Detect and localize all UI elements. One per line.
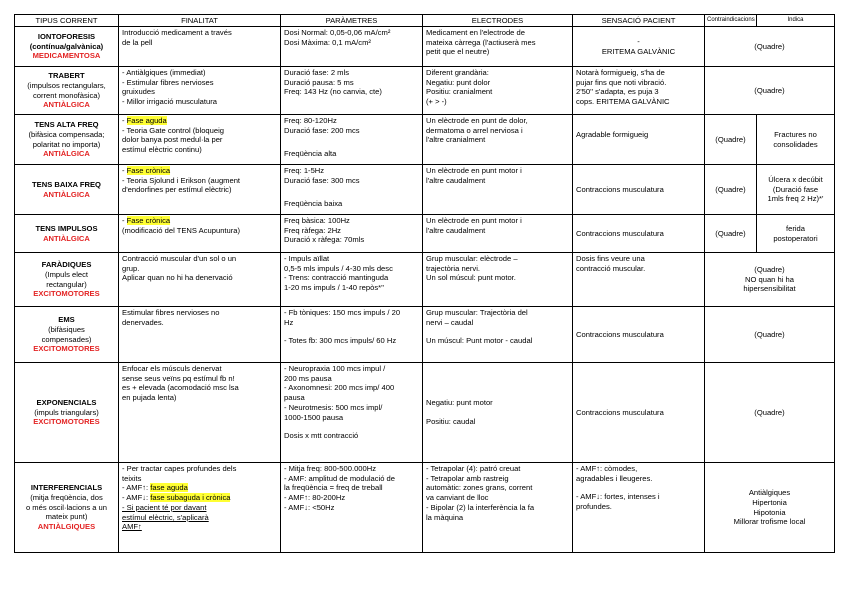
cell-sensacio: - ERITEMA GALVÀNIC — [573, 27, 705, 67]
table-row-tens-alta — [15, 115, 835, 165]
highlight-phase: fase subaguda i crònica — [150, 493, 231, 503]
cell-parametres: Duració fase: 2 mls Duració pausa: 5 ms Freq: 143 Hz (no canvia, cte) — [281, 67, 423, 115]
cell-parametres: Freq: 80-120Hz Duració fase: 200 mcs Freqüència alta — [281, 115, 423, 165]
cell-tipus: IONTOFORESIS (contínua/galvànica) MEDICAMENTOSA — [15, 27, 119, 67]
cell-tipus: TRABERT (impulsos rectangulars, corrent monofàsica) ANTIÀLGICA — [15, 67, 119, 115]
cell-finalitat: - Antiàlgiques (immediat) - Estimular fibres nervioses gruixudes - Millor irrigació musculatura — [119, 67, 281, 115]
cell-electrodes: Diferent grandària: Negatiu: punt dolor Positiu: cranialment (+ > -) — [423, 67, 573, 115]
highlight-phase: Fase aguda — [126, 116, 167, 125]
header-row — [15, 15, 835, 27]
header-tipus: TIPUS CORRENT — [15, 15, 119, 27]
table-row-ems — [15, 307, 835, 363]
treatment-table-sheet — [14, 14, 834, 553]
cell-parametres: - Neuropraxia 100 mcs impul / 200 ms pausa - Axonomnesi: 200 mcs imp/ 400 pausa - Neurotmesis: 500 mcs impl/ 1000-1500 pausa Dosis x mtt contracció — [281, 363, 423, 463]
cell-tipus: FARÀDIQUES (Impuls elect rectangular) EXCITOMOTORES — [15, 253, 119, 307]
cell-finalitat: Contracció muscular d'un sol o un grup. Aplicar quan no hi ha denervació — [119, 253, 281, 307]
cell-electrodes: Un elèctrode en punt de dolor, dermatoma o arrel nerviosa i l'altre cranialment — [423, 115, 573, 165]
cell-finalitat: - Fase aguda - Teoria Gate control (bloqueig dolor banya post medul·la per estímul elèctric continu) — [119, 115, 281, 165]
table-row-iontoforesis — [15, 27, 835, 67]
header-finalitat: FINALITAT — [119, 15, 281, 27]
cell-electrodes: Un elèctrode en punt motor i l'altre caudalment — [423, 215, 573, 253]
cell-sensacio: Agradable formigueig — [573, 115, 705, 165]
cell-finalitat: Enfocar els músculs denervat sense seus veïns pq estímul fb n! es + elevada (acomodació msc lsa en pujada lenta) — [119, 363, 281, 463]
cell-indica: Úlcera x decúbit (Duració fase 1mls freq 2 Hz)*' — [757, 165, 835, 215]
cell-indica: Fractures no consolidades — [757, 115, 835, 165]
cell-finalitat: Estimular fibres nervioses no denervades. — [119, 307, 281, 363]
category-tag: EXCITOMOTORES — [33, 344, 100, 354]
cell-finalitat: - Fase crònica - Teoria Sjolund i Erikson (augment d'endorfines per estímul elèctric) — [119, 165, 281, 215]
cell-electrodes: Un elèctrode en punt motor i l'altre caudalment — [423, 165, 573, 215]
table-row-interferencials — [15, 463, 835, 553]
cell-tipus: TENS ALTA FREQ (bifàsica compensada; polaritat no importa) ANTIÀLGICA — [15, 115, 119, 165]
category-tag: ANTIÀLGIQUES — [37, 522, 96, 532]
cell-tipus: INTERFERENCIALS (mitja freqüència, dos o més oscil·lacions a un mateix punt) ANTIÀLGIQUES — [15, 463, 119, 553]
cell-contraindicacions: Antiàlgiques Hipertonia Hipotonia Millorar trofisme local — [705, 463, 835, 553]
cell-contraindicacions: (Quadre) — [705, 27, 835, 67]
cell-electrodes: - Tetrapolar (4): patró creuat - Tetrapolar amb rastreig automàtic: zones grans, corrent va canviant de lloc - Bipolar (2) la interferència la fa la màquina — [423, 463, 573, 553]
table-row-exponencials — [15, 363, 835, 463]
cell-sensacio: Dosis fins veure una contracció muscular. — [573, 253, 705, 307]
header-contraindicacions: Contraindicacions — [705, 15, 757, 27]
header-electrodes: ELECTRODES — [423, 15, 573, 27]
cell-sensacio: Contraccions musculatura — [573, 215, 705, 253]
cell-electrodes: Grup muscular: elèctrode – trajectòria nervi. Un sol múscul: punt motor. — [423, 253, 573, 307]
electrotherapy-table — [14, 14, 835, 553]
highlight-phase: Fase crònica — [126, 216, 171, 225]
table-row-tens-impulsos — [15, 215, 835, 253]
cell-finalitat: - Fase crònica (modificació del TENS Acupuntura) — [119, 215, 281, 253]
cell-parametres: Freq: 1-5Hz Duració fase: 300 mcs Freqüència baixa — [281, 165, 423, 215]
highlight-phase: fase aguda — [150, 483, 188, 493]
category-tag: EXCITOMOTORES — [33, 417, 100, 427]
cell-tipus: EMS (bifàsiques compensades) EXCITOMOTORES — [15, 307, 119, 363]
table-row-faradiques — [15, 253, 835, 307]
header-sensacio: SENSACIÓ PACIENT — [573, 15, 705, 27]
cell-electrodes: Grup muscular: Trajectòria del nervi – caudal Un múscul: Punt motor - caudal — [423, 307, 573, 363]
cell-contraindicacions: (Quadre) — [705, 363, 835, 463]
category-tag: ANTIÀLGICA — [43, 233, 90, 243]
category-tag: ANTIÀLGICA — [43, 189, 90, 199]
cell-contraindicacions: (Quadre) NO quan hi ha hipersensibilitat — [705, 253, 835, 307]
category-tag: ANTIÀLGICA — [43, 100, 90, 110]
highlight-phase: Fase crònica — [126, 166, 171, 175]
cell-electrodes: Medicament en l'electrode de mateixa càrrega (l'actiuserà mes petit que el neutre) — [423, 27, 573, 67]
cell-sensacio: Contraccions musculatura — [573, 363, 705, 463]
cell-contraindicacions: (Quadre) — [705, 67, 835, 115]
table-row-tens-baixa — [15, 165, 835, 215]
cell-parametres: Dosi Normal: 0,05-0,06 mA/cm² Dosi Màxima: 0,1 mA/cm² — [281, 27, 423, 67]
category-tag: ANTIÀLGICA — [43, 149, 90, 159]
cell-sensacio: - AMF↑: còmodes, agradables i lleugeres. - AMF↓: fortes, intenses i profundes. — [573, 463, 705, 553]
cell-contraindicacions: (Quadre) — [705, 307, 835, 363]
cell-contraindicacions: (Quadre) — [705, 165, 757, 215]
header-parametres: PARÀMETRES — [281, 15, 423, 27]
cell-tipus: TENS BAIXA FREQ ANTIÀLGICA — [15, 165, 119, 215]
cell-finalitat: Introducció medicament a través de la pell — [119, 27, 281, 67]
cell-sensacio: Notarà formigueig, s'ha de pujar fins que noti vibració. 2'50'' s'adapta, es puja 3 cops. ERITEMA GALVÀNIC — [573, 67, 705, 115]
cell-contraindicacions: (Quadre) — [705, 215, 757, 253]
cell-parametres: - Impuls aïllat 0,5-5 mls impuls / 4-30 mls desc - Trens: contracció mantinguda 1-20 ms impuls / 1-40 repòs*'' — [281, 253, 423, 307]
cell-sensacio: Contraccions musculatura — [573, 307, 705, 363]
cell-parametres: - Fb tòniques: 150 mcs impuls / 20 Hz - Totes fb: 300 mcs impuls/ 60 Hz — [281, 307, 423, 363]
cell-parametres: - Mitja freq: 800-500.000Hz - AMF: amplitud de modulació de la freqüència = freq de treball - AMF↑: 80-200Hz - AMF↓: <50Hz — [281, 463, 423, 553]
cell-indica: ferida postoperatori — [757, 215, 835, 253]
category-tag: MEDICAMENTOSA — [32, 51, 101, 61]
cell-sensacio: Contraccions musculatura — [573, 165, 705, 215]
header-indica: Indica — [757, 15, 835, 27]
cell-finalitat: - Per tractar capes profundes dels teixits - AMF↑: fase aguda - AMF↓: fase subaguda i crònica - Si pacient té por davant estímul elèctric, s'aplicarà AMF↑ — [119, 463, 281, 553]
cell-tipus: TENS IMPULSOS ANTIÀLGICA — [15, 215, 119, 253]
cell-contraindicacions: (Quadre) — [705, 115, 757, 165]
table-row-trabert — [15, 67, 835, 115]
cell-parametres: Freq bàsica: 100Hz Freq ràfega: 2Hz Duració x ràfega: 70mls — [281, 215, 423, 253]
category-tag: EXCITOMOTORES — [33, 289, 100, 299]
cell-electrodes: Negatiu: punt motor Positiu: caudal — [423, 363, 573, 463]
cell-tipus: EXPONENCIALS (impuls triangulars) EXCITOMOTORES — [15, 363, 119, 463]
